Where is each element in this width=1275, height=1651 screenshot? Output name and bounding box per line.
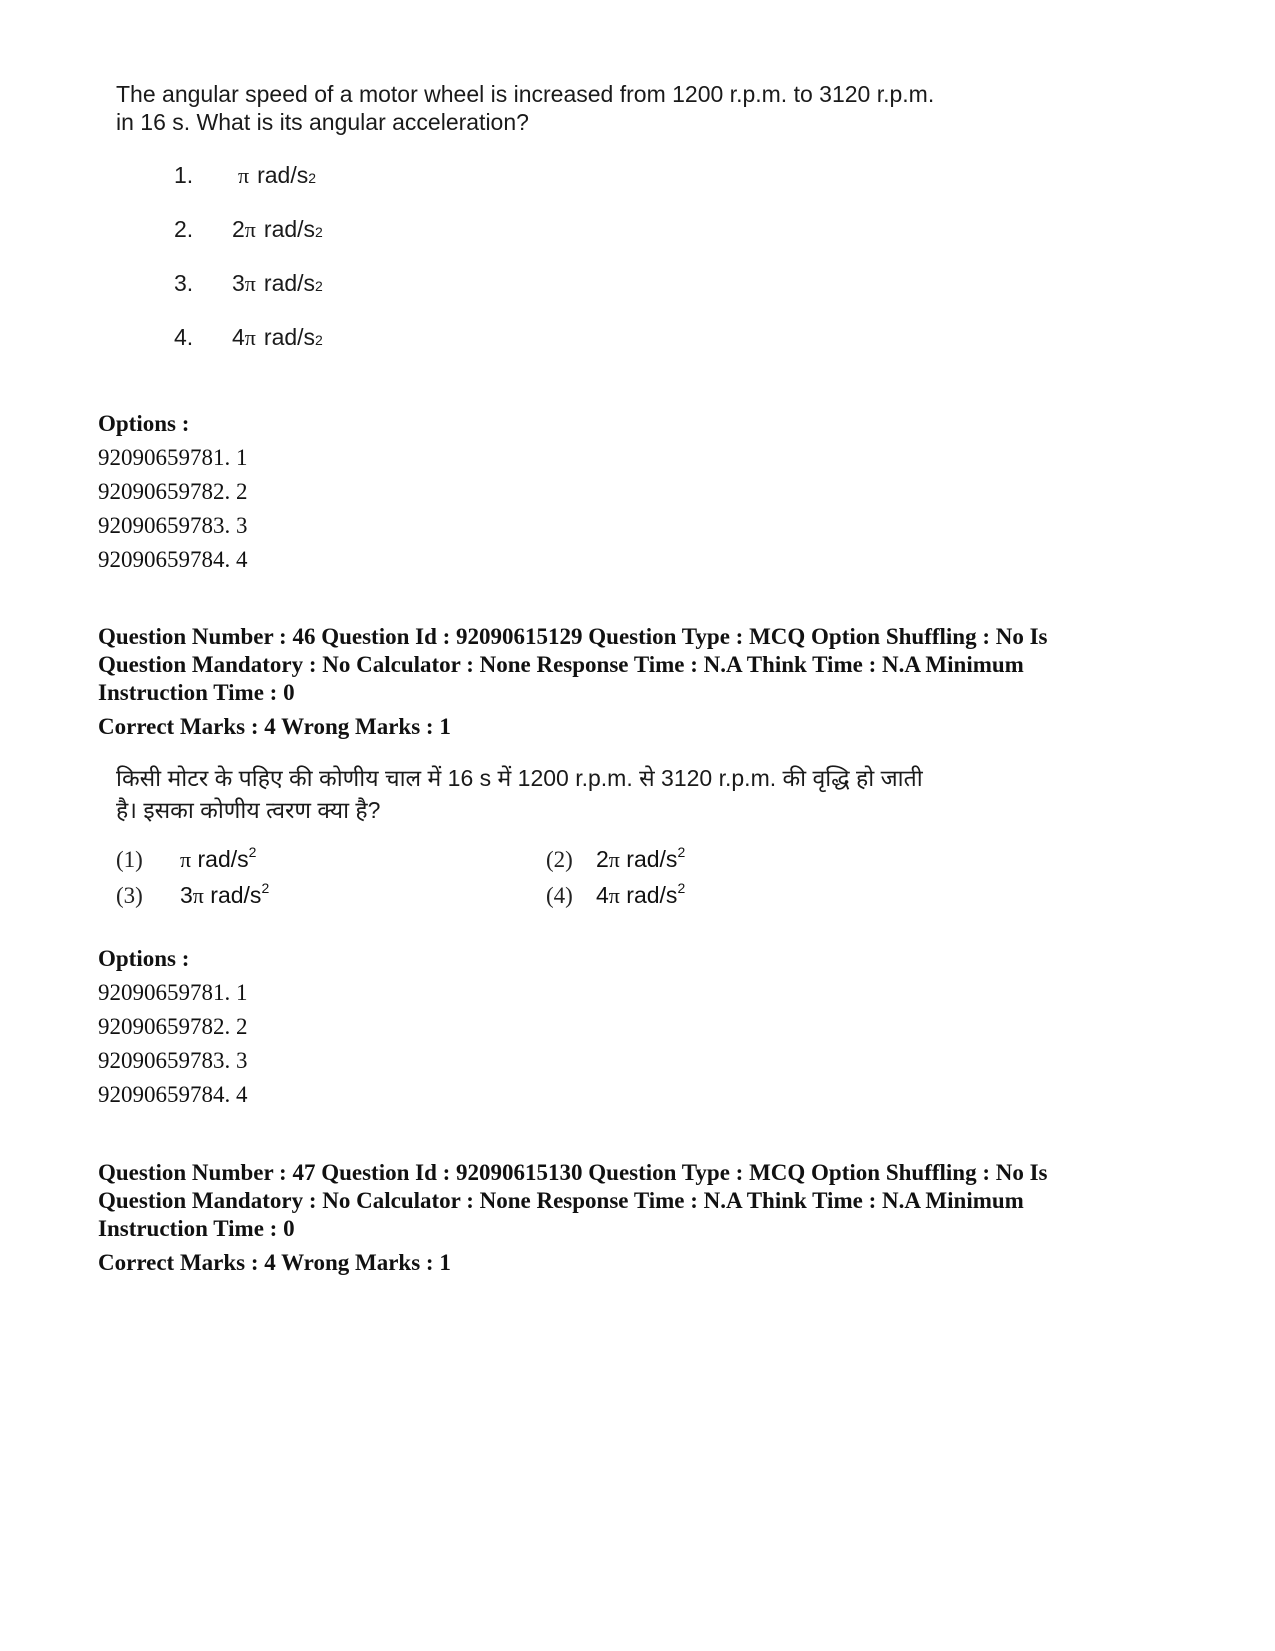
choice-number: 2.: [174, 216, 194, 242]
options-heading: Options :: [98, 946, 190, 971]
choice-exponent: 2: [248, 844, 257, 860]
choice-unit: rad/s: [263, 216, 316, 242]
choice-number: 3.: [174, 270, 194, 296]
choice-coefficient: 2: [232, 216, 245, 242]
choice-coefficient: 2: [596, 846, 609, 872]
option-row: 92090659784. 4: [98, 1082, 248, 1107]
pi-symbol: π: [238, 163, 250, 188]
question-46-stem-line1: किसी मोटर के पहिए की कोणीय चाल में 16 s में 1200 r.p.m. से 3120 r.p.m. की वृद्धि हो जाती: [116, 765, 923, 791]
choice-unit: rad/s: [263, 270, 316, 296]
option-row: 92090659782. 2: [98, 479, 248, 504]
question-45-options: [98, 407, 248, 577]
question-45-stem: [116, 80, 1016, 136]
choice-number: 1.: [174, 162, 194, 188]
choice-label: (4): [546, 883, 573, 908]
question-45-choice-3: 3. 3 π rad/s 2: [174, 270, 323, 296]
question-45-choice-1: 1. π rad/s 2: [174, 162, 317, 188]
pi-symbol: π: [608, 883, 620, 908]
question-46-choice-1: [116, 846, 256, 873]
question-46-block: [116, 762, 1016, 908]
choice-coefficient: 4: [596, 882, 609, 908]
choice-label: (1): [116, 847, 143, 872]
choice-exponent: 2: [261, 880, 270, 896]
question-46-choice-2: [546, 846, 685, 873]
question-46-stem: [116, 762, 1016, 826]
option-row: 92090659784. 4: [98, 547, 248, 572]
choice-number: 4.: [174, 324, 194, 350]
pi-symbol: π: [244, 271, 256, 296]
option-row: 92090659782. 2: [98, 1014, 248, 1039]
question-47-meta: [98, 1159, 1178, 1277]
question-46-meta: [98, 623, 1178, 741]
question-45-stem-line2: in 16 s. What is its angular acceleration?: [116, 109, 529, 135]
choice-label: (3): [116, 883, 143, 908]
question-47-meta-line1: Question Number : 47 Question Id : 92090615130 Question Type : MCQ Option Shuffling : No Is: [98, 1160, 1048, 1185]
choice-unit: rad/s: [626, 882, 678, 908]
question-46-stem-line2: है। इसका कोणीय त्वरण क्या है?: [116, 797, 381, 823]
question-45-block: [116, 80, 1016, 350]
question-45-choices: [174, 162, 323, 378]
pi-symbol: π: [608, 847, 620, 872]
pi-symbol: π: [192, 883, 204, 908]
pi-symbol: π: [244, 217, 256, 242]
option-row: 92090659783. 3: [98, 513, 248, 538]
choice-coefficient: 4: [232, 324, 245, 350]
option-row: 92090659781. 1: [98, 980, 248, 1005]
choice-unit: rad/s: [626, 846, 678, 872]
question-46-meta-line2: Question Mandatory : No Calculator : None Response Time : N.A Think Time : N.A Minimum: [98, 652, 1024, 677]
choice-unit: rad/s: [257, 162, 309, 188]
question-47-marks: Correct Marks : 4 Wrong Marks : 1: [98, 1250, 451, 1275]
question-45-choice-4: 4. 4 π rad/s 2: [174, 324, 323, 350]
choice-label: (2): [546, 847, 573, 872]
choice-coefficient: 3: [180, 882, 193, 908]
question-46-marks: Correct Marks : 4 Wrong Marks : 1: [98, 714, 451, 739]
choice-unit: rad/s: [210, 882, 262, 908]
question-47-meta-line3: Instruction Time : 0: [98, 1216, 295, 1241]
question-46-meta-line3: Instruction Time : 0: [98, 680, 295, 705]
choice-unit: rad/s: [197, 846, 249, 872]
question-45-stem-line1: The angular speed of a motor wheel is increased from 1200 r.p.m. to 3120 r.p.m.: [116, 81, 935, 107]
option-row: 92090659781. 1: [98, 445, 248, 470]
pi-symbol: π: [244, 325, 256, 350]
question-46-options: [98, 942, 248, 1112]
question-47-meta-line2: Question Mandatory : No Calculator : None Response Time : N.A Think Time : N.A Minimum: [98, 1188, 1024, 1213]
choice-exponent: 2: [677, 880, 686, 896]
option-row: 92090659783. 3: [98, 1048, 248, 1073]
question-46-meta-line1: Question Number : 46 Question Id : 92090615129 Question Type : MCQ Option Shuffling : No Is: [98, 624, 1048, 649]
question-46-choice-3: [116, 882, 269, 909]
choice-exponent: 2: [677, 844, 686, 860]
pi-symbol: π: [180, 847, 192, 872]
question-46-choice-4: [546, 882, 685, 909]
options-heading: Options :: [98, 411, 190, 436]
choice-unit: rad/s: [263, 324, 316, 350]
question-45-choice-2: 2. 2 π rad/s 2: [174, 216, 323, 242]
choice-coefficient: 3: [232, 270, 245, 296]
